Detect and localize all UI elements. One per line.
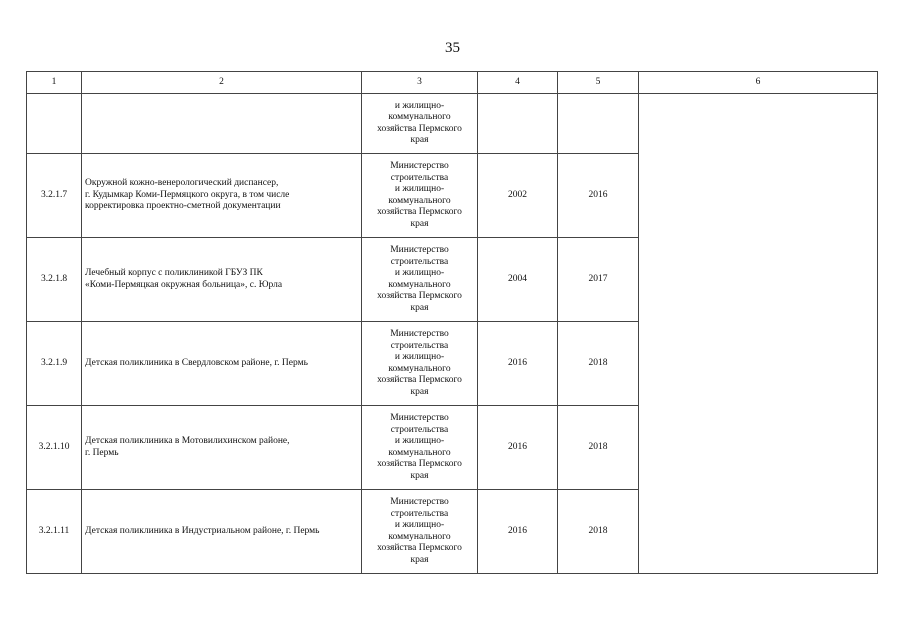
cell-col6: [639, 94, 878, 574]
header-col-5: 5: [558, 72, 639, 94]
cell-name: [82, 94, 362, 154]
cell-responsible: и жилищно- коммунального хозяйства Пермского края: [362, 94, 478, 154]
cell-end: 2018: [558, 322, 639, 406]
cell-name: Лечебный корпус с поликлиникой ГБУЗ ПК «Коми-Пермяцкая окружная больница», с. Юрла: [82, 238, 362, 322]
cell-end: 2017: [558, 238, 639, 322]
cell-name: Детская поликлиника в Индустриальном районе, г. Пермь: [82, 490, 362, 574]
header-row: [27, 72, 878, 94]
cell-start: 2004: [478, 238, 558, 322]
cell-num: 3.2.1.8: [27, 238, 82, 322]
cell-end: [558, 94, 639, 154]
cell-responsible: Министерство строительства и жилищно- коммунального хозяйства Пермского края: [362, 322, 478, 406]
program-table: [26, 71, 878, 574]
continuation-row: [27, 94, 878, 154]
cell-responsible: Министерство строительства и жилищно- коммунального хозяйства Пермского края: [362, 238, 478, 322]
header-col-3: 3: [362, 72, 478, 94]
cell-responsible: Министерство строительства и жилищно- коммунального хозяйства Пермского края: [362, 490, 478, 574]
cell-responsible: Министерство строительства и жилищно- коммунального хозяйства Пермского края: [362, 154, 478, 238]
cell-name: Детская поликлиника в Свердловском районе, г. Пермь: [82, 322, 362, 406]
cell-num: 3.2.1.7: [27, 154, 82, 238]
header-col-1: 1: [27, 72, 82, 94]
page-number: 35: [445, 40, 460, 56]
cell-num: 3.2.1.9: [27, 322, 82, 406]
header-col-4: 4: [478, 72, 558, 94]
cell-start: 2016: [478, 406, 558, 490]
cell-num: 3.2.1.11: [27, 490, 82, 574]
header-col-2: 2: [82, 72, 362, 94]
cell-end: 2018: [558, 490, 639, 574]
cell-num: 3.2.1.10: [27, 406, 82, 490]
cell-start: [478, 94, 558, 154]
cell-start: 2002: [478, 154, 558, 238]
cell-num: [27, 94, 82, 154]
cell-end: 2016: [558, 154, 639, 238]
cell-name: Детская поликлиника в Мотовилихинском районе, г. Пермь: [82, 406, 362, 490]
cell-name: Окружной кожно-венерологический диспансер, г. Кудымкар Коми-Пермяцкого округа, в том числе корректировка проектно-сметной документации: [82, 154, 362, 238]
cell-start: 2016: [478, 490, 558, 574]
cell-responsible: Министерство строительства и жилищно- коммунального хозяйства Пермского края: [362, 406, 478, 490]
header-col-6: 6: [639, 72, 878, 94]
cell-end: 2018: [558, 406, 639, 490]
cell-start: 2016: [478, 322, 558, 406]
